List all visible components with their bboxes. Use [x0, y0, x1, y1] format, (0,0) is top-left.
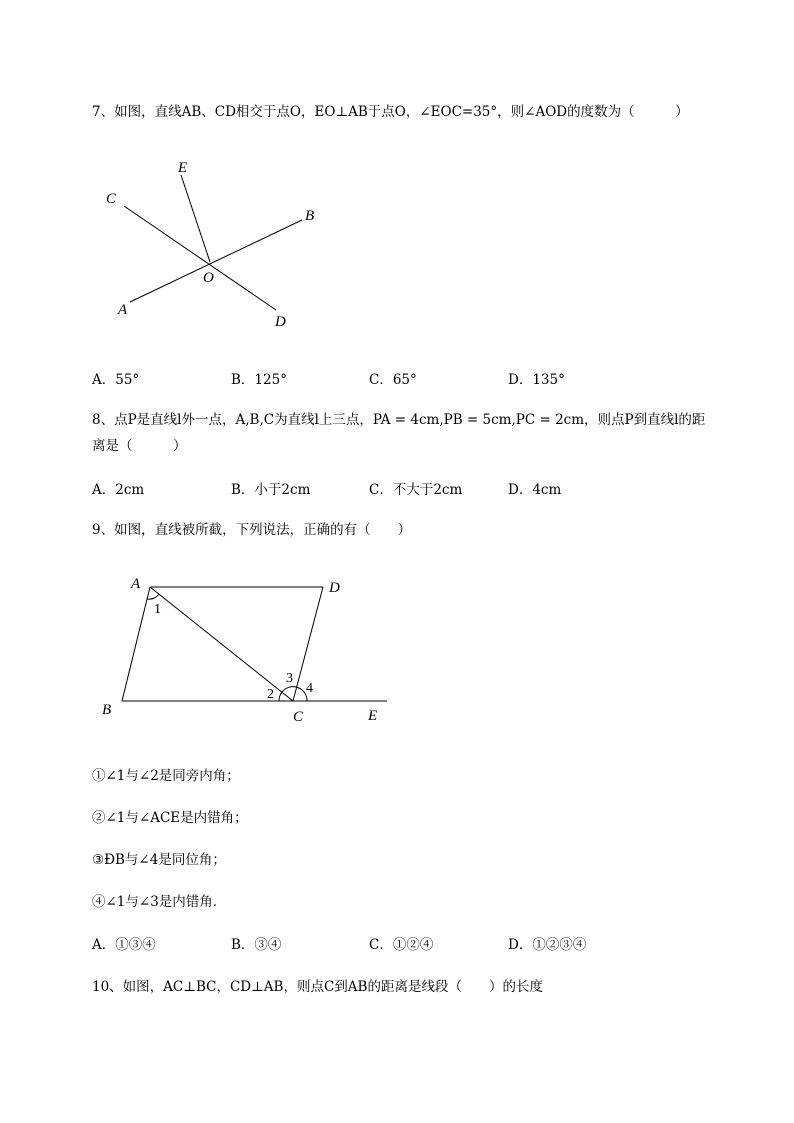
- label-e: E: [178, 160, 188, 176]
- label-angle-2: 2: [267, 687, 274, 702]
- q7-options: [92, 368, 712, 386]
- q8-options: [92, 478, 712, 496]
- label-angle-1: 1: [154, 602, 161, 617]
- label-e: E: [368, 708, 378, 724]
- q7-option-b[interactable]: B．125°: [231, 372, 287, 388]
- q9-figure: [95, 570, 395, 730]
- q9-statement-2: ②∠1与∠ACE是内错角；: [92, 810, 248, 826]
- q7-option-d[interactable]: D．135°: [508, 372, 565, 388]
- q8-option-d[interactable]: D．4cm: [508, 482, 562, 498]
- label-a: A: [131, 576, 141, 592]
- q8-option-b[interactable]: B．小于2cm: [231, 482, 311, 498]
- arc-angle-2: [279, 692, 282, 701]
- diagonal-ac: [150, 587, 293, 701]
- q8-option-a[interactable]: A．2cm: [92, 482, 145, 498]
- label-c: C: [293, 709, 304, 725]
- label-a: A: [118, 302, 128, 318]
- q8-option-c[interactable]: C．不大于2cm: [369, 482, 463, 498]
- q8-stem-line1: 8、点P是直线l外一点，A,B,C为直线l上三点，PA = 4cm,PB = 5cm,PC = 2cm，则点P到直线l的距: [92, 412, 706, 428]
- q9-statement-1: ①∠1与∠2是同旁内角；: [92, 768, 240, 784]
- q10-stem: 10、如图，AC⊥BC，CD⊥AB，则点C到AB的距离是线段（ ）的长度: [92, 979, 543, 995]
- q7-option-c[interactable]: C．65°: [369, 372, 417, 388]
- q9-statement-4: ④∠1与∠3是内错角．: [92, 894, 227, 910]
- label-b: B: [102, 702, 112, 718]
- label-angle-3: 3: [286, 671, 293, 686]
- label-d: D: [329, 580, 340, 596]
- arc-angle-1: [147, 594, 159, 599]
- q9-stem: 9、如图，直线被所截，下列说法，正确的有（ ）: [92, 522, 412, 538]
- line-ab: [130, 220, 302, 302]
- q9-option-a[interactable]: A．①③④: [92, 937, 156, 953]
- q7-stem: 7、如图，直线AB、CD相交于点O，EO⊥AB于点O，∠EOC=35°，则∠AOD的度数为（ ）: [92, 104, 689, 120]
- q8-stem-line2: 离是（ ）: [92, 438, 187, 454]
- q9-options: [92, 933, 712, 951]
- side-ab: [122, 587, 150, 701]
- label-o: O: [203, 270, 214, 286]
- q9-statement-3: ③ÐB与∠4是同位角；: [92, 852, 226, 868]
- label-b: B: [305, 208, 315, 224]
- q9-option-b[interactable]: B．③④: [231, 937, 282, 953]
- q9-option-d[interactable]: D．①②③④: [508, 937, 587, 953]
- ray-oe: [181, 175, 210, 262]
- label-c: C: [106, 191, 117, 207]
- label-angle-4: 4: [306, 681, 313, 696]
- label-d: D: [275, 314, 286, 330]
- q7-figure: [100, 150, 340, 340]
- q7-option-a[interactable]: A．55°: [92, 372, 140, 388]
- q9-option-c[interactable]: C．①②④: [369, 937, 434, 953]
